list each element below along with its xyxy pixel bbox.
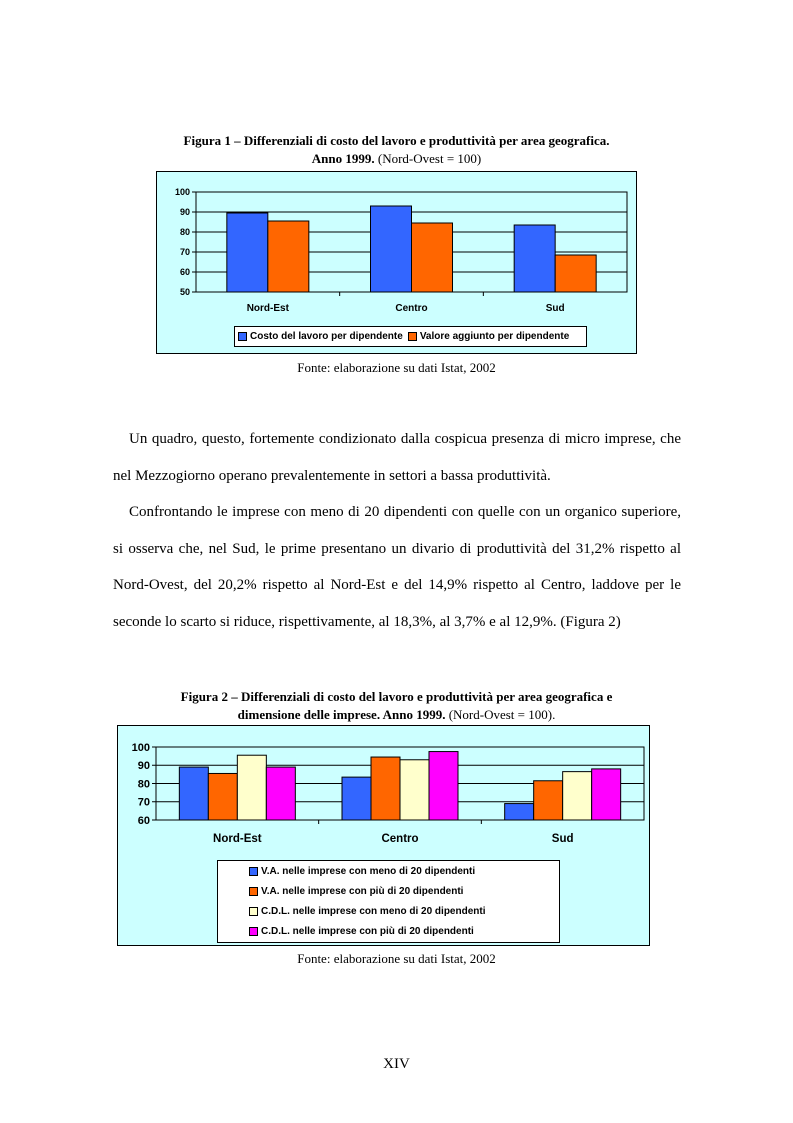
chart2-bar-3-nord-est (237, 755, 266, 820)
chart1-legend-entry (238, 331, 403, 342)
figure2-chart (117, 725, 650, 946)
figure1-source: Fonte: elaborazione su dati Istat, 2002 (297, 360, 496, 375)
chart2-ytick-label: 90 (137, 760, 150, 773)
chart2-category-label: Nord-Est (213, 833, 262, 845)
chart1-legend-label: Costo del lavoro per dipendente (250, 331, 403, 342)
chart1-bar-1-nord-est (227, 213, 268, 292)
chart2-bar-2-sud (534, 781, 563, 820)
figure1-legend (234, 326, 587, 347)
chart1-ytick-label: 50 (179, 287, 190, 298)
chart2-ytick-label: 100 (131, 741, 150, 754)
page-number: XIV (383, 1056, 410, 1072)
chart1-ytick-label: 60 (179, 267, 190, 278)
body-text (113, 421, 681, 640)
chart2-bar-2-centro (371, 757, 400, 820)
chart1-legend-entry (408, 331, 569, 342)
chart1-ytick-label: 100 (174, 187, 190, 198)
chart2-bar-3-centro (400, 760, 429, 820)
chart2-category-label: Sud (551, 833, 574, 845)
chart1-legend-swatch (408, 332, 417, 341)
chart2-legend-entry (249, 866, 559, 877)
chart2-legend-label: V.A. nelle imprese con meno di 20 dipendenti (261, 865, 476, 877)
chart2-legend-entry (249, 886, 559, 897)
chart2-legend-label: C.D.L. nelle imprese con meno di 20 dipendenti (261, 906, 486, 918)
chart2-ytick-label: 80 (137, 778, 150, 791)
chart2-bar-2-nord-est (208, 773, 237, 820)
chart2-legend-entry (249, 906, 559, 917)
chart1-bar-2-sud (555, 255, 596, 292)
chart1-ytick-label: 90 (179, 207, 190, 218)
chart1-legend-swatch (238, 332, 247, 341)
chart2-bar-1-sud (505, 804, 534, 820)
chart1-category-label: Centro (395, 303, 428, 314)
chart2-bar-4-centro (429, 752, 458, 820)
chart1-category-label: Sud (545, 303, 565, 314)
chart1-ytick-label: 80 (179, 227, 190, 238)
chart1-bar-2-nord-est (268, 221, 309, 292)
chart2-bar-1-nord-est (179, 767, 208, 820)
chart1-bar-1-centro (371, 206, 412, 292)
figure2-caption-title: Figura 2 – Differenziali di costo del lavoro e produttività per area geografica e (180, 689, 613, 704)
chart1-bar-2-centro (412, 223, 453, 292)
figure2-source: Fonte: elaborazione su dati Istat, 2002 (297, 951, 496, 966)
chart2-bar-4-nord-est (266, 767, 295, 820)
chart2-legend-swatch (249, 887, 258, 896)
chart2-legend-swatch (249, 927, 258, 936)
chart2-bar-4-sud (592, 769, 621, 820)
figure1-caption (80, 132, 713, 168)
figure1-caption-title: Figura 1 – Differenziali di costo del lavoro e produttività per area geografica. (183, 133, 610, 148)
figure2-caption-note: (Nord-Ovest = 100). (445, 707, 556, 722)
chart1-legend-label: Valore aggiunto per dipendente (419, 331, 570, 342)
chart1-ytick-label: 70 (179, 247, 190, 258)
chart2-legend-label: V.A. nelle imprese con più di 20 dipendenti (261, 885, 464, 897)
figure1-caption-year: Anno 1999. (311, 151, 375, 166)
figure2-caption (80, 688, 713, 724)
figure2-caption-subject: dimensione delle imprese. Anno 1999. (237, 707, 446, 722)
chart2-bar-3-sud (563, 772, 592, 820)
chart2-legend-swatch (249, 907, 258, 916)
chart2-category-label: Centro (381, 833, 419, 845)
figure1-chart (156, 171, 637, 354)
chart2-legend-label: C.D.L. nelle imprese con più di 20 dipendenti (261, 926, 474, 938)
paragraph-1: Un quadro, questo, fortemente condizionato dalla cospicua presenza di micro imprese, che nel Mezzogiorno operano prevalentemente in settori a bassa produttività. (113, 431, 681, 484)
figure2-legend (217, 860, 560, 943)
chart1-category-label: Nord-Est (246, 303, 289, 314)
chart2-ytick-label: 70 (137, 796, 150, 809)
figure1-caption-note: (Nord-Ovest = 100) (374, 151, 482, 166)
paragraph-2: Confrontando le imprese con meno di 20 dipendenti con quelle con un organico superiore, si osserva che, nel Sud, le prime presentano un divario di produttività del 31,2% rispetto al Nord-Ovest, del 20,2% rispetto al Nord-Est e del 14,9% rispetto al Centro, laddove per le seconde lo scarto si riduce, rispettivamente, al 18,3%, al 3,7% e al 12,9%. (Figura 2) (113, 504, 681, 630)
chart1-bar-1-sud (514, 225, 555, 292)
chart2-ytick-label: 60 (137, 814, 150, 827)
chart2-legend-swatch (249, 867, 258, 876)
chart2-bar-1-centro (342, 777, 371, 820)
chart2-legend-entry (249, 926, 559, 937)
